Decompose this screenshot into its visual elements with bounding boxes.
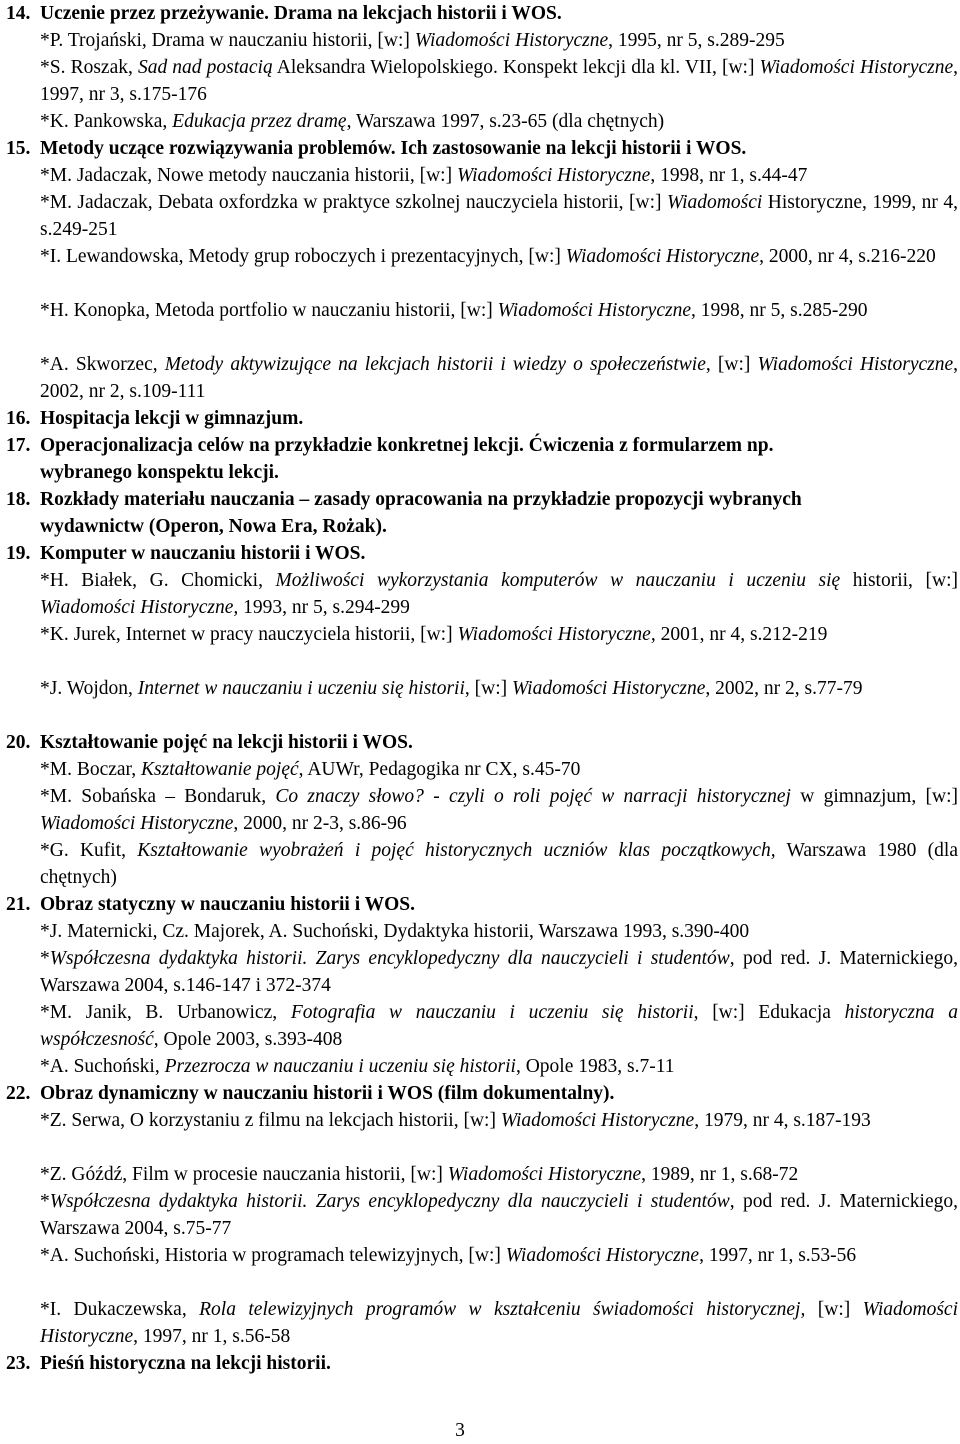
reference-entry: *J. Wojdon, Internet w nauczaniu i uczeniu się historii, [w:] Wiadomości Historyczne, 2002, nr 2, s.77-79: [40, 678, 863, 699]
reference-entry: *H. Białek, G. Chomicki, Możliwości wykorzystania komputerów w nauczaniu i uczeniu się historii, [w:] Wiadomości Historyczne, 1993, nr 5, s.294-299: [40, 570, 958, 618]
reference-entry: *P. Trojański, Drama w nauczaniu historii, [w:] Wiadomości Historyczne, 1995, nr 5, s.289-295: [40, 30, 785, 51]
reference-entry: *H. Konopka, Metoda portfolio w nauczaniu historii, [w:] Wiadomości Historyczne, 1998, nr 5, s.285-290: [40, 300, 868, 321]
topic-heading: 22. Obraz dynamiczny w nauczaniu historii i WOS (film dokumentalny).: [6, 1083, 615, 1104]
reference-entry: *Z. Serwa, O korzystaniu z filmu na lekcjach historii, [w:] Wiadomości Historyczne, 1979, nr 4, s.187-193: [40, 1110, 871, 1131]
reference-entry: *A. Suchoński, Historia w programach telewizyjnych, [w:] Wiadomości Historyczne, 1997, nr 1, s.53-56: [40, 1245, 857, 1266]
reference-entry: *M. Sobańska – Bondaruk, Co znaczy słowo? - czyli o roli pojęć w narracji historycznej w gimnazjum, [w:] Wiadomości Historyczne, 2000, nr 2-3, s.86-96: [40, 786, 958, 834]
reference-entry: *G. Kufit, Kształtowanie wyobrażeń i pojęć historycznych uczniów klas początkowych, Warszawa 1980 (dla chętnych): [40, 840, 958, 888]
topic-heading: 16. Hospitacja lekcji w gimnazjum.: [6, 408, 304, 429]
topic-heading: 21. Obraz statyczny w nauczaniu historii i WOS.: [6, 894, 416, 915]
reference-entry: *I. Lewandowska, Metody grup roboczych i prezentacyjnych, [w:] Wiadomości Historyczne, 2000, nr 4, s.216-220: [40, 246, 936, 267]
topic-heading: 14. Uczenie przez przeżywanie. Drama na lekcjach historii i WOS.: [6, 3, 562, 24]
reference-entry: *M. Boczar, Kształtowanie pojęć, AUWr, Pedagogika nr CX, s.45-70: [40, 759, 581, 780]
topic-heading: 18. Rozkłady materiału nauczania – zasady opracowania na przykładzie propozycji wybranych wydawnictw (Operon, Nowa Era, Rożak).: [6, 489, 802, 537]
reference-entry: *S. Roszak, Sad nad postacią Aleksandra Wielopolskiego. Konspekt lekcji dla kl. VII, [w:] Wiadomości Historyczne, 1997, nr 3, s.175-176: [40, 57, 958, 105]
reference-entry: *A. Skworzec, Metody aktywizujące na lekcjach historii i wiedzy o społeczeństwie, [w:] Wiadomości Historyczne, 2002, nr 2, s.109-111: [40, 354, 958, 402]
reference-entry: *M. Janik, B. Urbanowicz, Fotografia w nauczaniu i uczeniu się historii, [w:] Edukacja historyczna a współczesność, Opole 2003, s.393-408: [40, 1002, 958, 1050]
reference-entry: *A. Suchoński, Przezrocza w nauczaniu i uczeniu się historii, Opole 1983, s.7-11: [40, 1056, 675, 1077]
topic-heading: 15. Metody uczące rozwiązywania problemów. Ich zastosowanie na lekcji historii i WOS.: [6, 138, 747, 159]
reference-entry: *K. Pankowska, Edukacja przez dramę, Warszawa 1997, s.23-65 (dla chętnych): [40, 111, 665, 132]
reference-entry: *M. Jadaczak, Nowe metody nauczania historii, [w:] Wiadomości Historyczne, 1998, nr 1, s.44-47: [40, 165, 808, 186]
page-number: 3: [455, 1420, 465, 1441]
topic-heading: 20. Kształtowanie pojęć na lekcji historii i WOS.: [6, 732, 413, 753]
reference-entry: *J. Maternicki, Cz. Majorek, A. Suchoński, Dydaktyka historii, Warszawa 1993, s.390-400: [40, 921, 750, 942]
topic-heading: 17. Operacjonalizacja celów na przykładzie konkretnej lekcji. Ćwiczenia z formularzem np. wybranego konspektu lekcji.: [6, 435, 774, 483]
reference-entry: *I. Dukaczewska, Rola telewizyjnych programów w kształceniu świadomości historycznej, [w:] Wiadomości Historyczne, 1997, nr 1, s.56-58: [40, 1299, 958, 1347]
reference-entry: *Z. Góźdź, Film w procesie nauczania historii, [w:] Wiadomości Historyczne, 1989, nr 1, s.68-72: [40, 1164, 799, 1185]
reference-entry: *Współczesna dydaktyka historii. Zarys encyklopedyczny dla nauczycieli i studentów, pod red. J. Maternickiego, Warszawa 2004, s.146-147 i 372-374: [40, 948, 958, 996]
reference-entry: *M. Jadaczak, Debata oxfordzka w praktyce szkolnej nauczyciela historii, [w:] Wiadomości Historyczne, 1999, nr 4, s.249-251: [40, 192, 958, 240]
topic-heading: 19. Komputer w nauczaniu historii i WOS.: [6, 543, 366, 564]
reference-entry: *K. Jurek, Internet w pracy nauczyciela historii, [w:] Wiadomości Historyczne, 2001, nr 4, s.212-219: [40, 624, 828, 645]
reference-entry: *Współczesna dydaktyka historii. Zarys encyklopedyczny dla nauczycieli i studentów, pod red. J. Maternickiego, Warszawa 2004, s.75-77: [40, 1191, 958, 1239]
topic-heading: 23. Pieśń historyczna na lekcji historii.: [6, 1353, 331, 1374]
